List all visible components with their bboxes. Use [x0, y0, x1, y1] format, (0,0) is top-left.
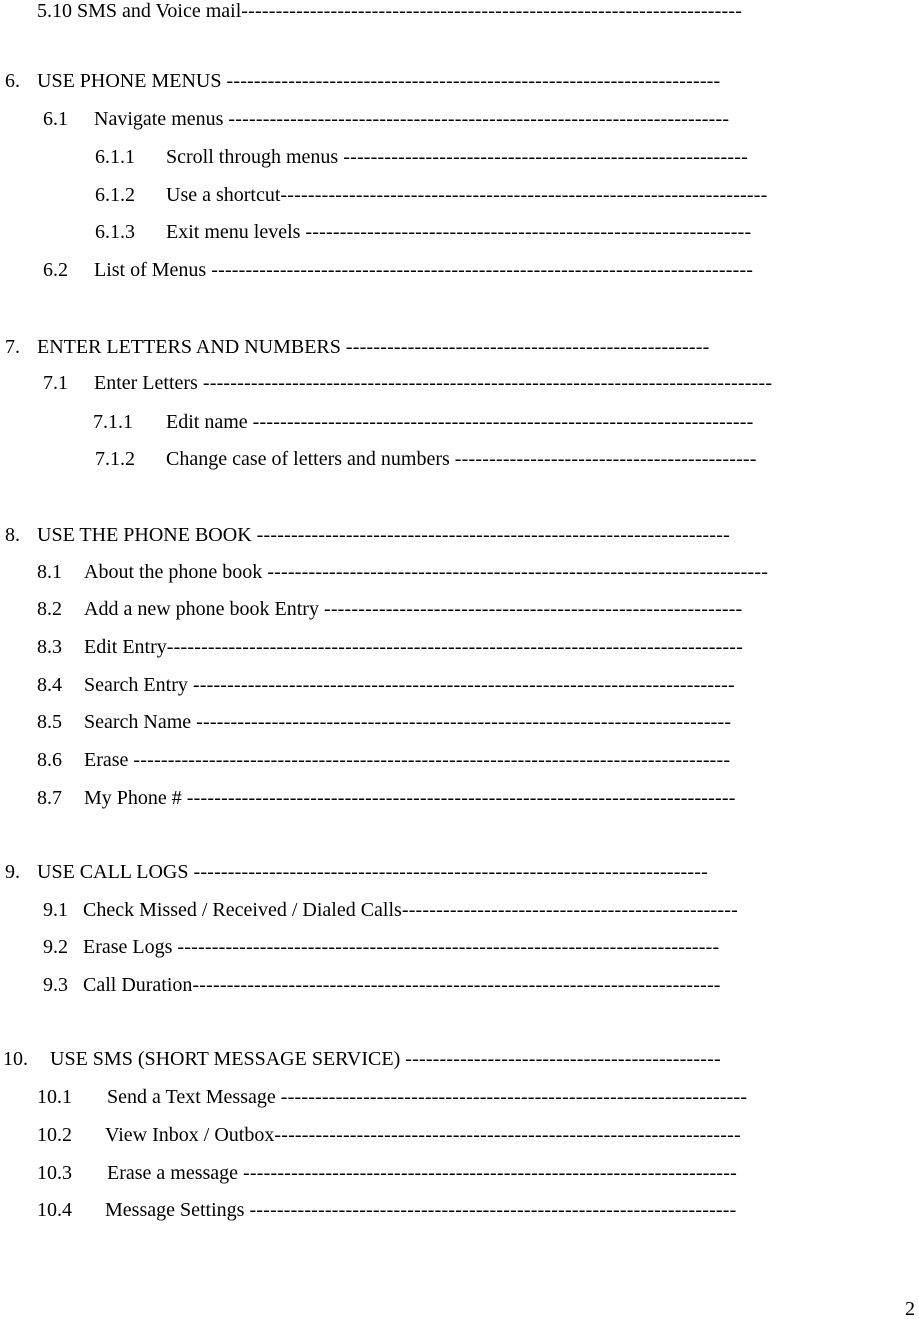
- toc-entry-number: 6.1.2: [95, 184, 135, 206]
- toc-entry: [0, 445, 919, 473]
- toc-leader: -----------------------------------------------------------------------: [280, 184, 768, 206]
- toc-entry: [0, 633, 919, 661]
- toc-leader: ------------------------------------------------------------------------: [243, 1162, 737, 1184]
- toc-leader: -------------------------------------------------: [401, 899, 738, 921]
- toc-entry-number: 10.4: [37, 1199, 72, 1221]
- toc-leader: -----------------------------------------------------------------------: [249, 1199, 737, 1221]
- toc-entry-number: 8.5: [37, 711, 62, 733]
- toc-leader: -------------------------------------------------------------------------: [267, 561, 769, 583]
- toc-entry-title: Erase ---------------------------------------------------------------------------------------: [84, 749, 731, 771]
- toc-entry-title: View Inbox / Outbox--------------------------------------------------------------------: [105, 1124, 741, 1146]
- toc-entry-number: 10.1: [37, 1086, 72, 1108]
- toc-entry-title: Edit Entry------------------------------------------------------------------------------------: [84, 636, 744, 658]
- toc-entry-number: 6.2: [43, 259, 68, 281]
- toc-entry-title: Change case of letters and numbers --------------------------------------------: [166, 448, 757, 470]
- toc-entry: [0, 181, 919, 209]
- toc-entry-title: USE PHONE MENUS ------------------------------------------------------------------------: [37, 70, 721, 92]
- toc-entry-title: Send a Text Message --------------------------------------------------------------------: [107, 1086, 748, 1108]
- toc-entry-number: 10.3: [37, 1162, 72, 1184]
- toc-leader: -----------------------------------------------------------: [343, 146, 748, 168]
- toc-entry-title: Navigate menus -------------------------------------------------------------------------: [94, 108, 730, 130]
- toc-entry-title: Search Name ------------------------------------------------------------------------------: [84, 711, 732, 733]
- toc-entry-title: Check Missed / Received / Dialed Calls-------------------------------------------------: [83, 899, 738, 921]
- toc-entry-title: Use a shortcut-----------------------------------------------------------------------: [166, 184, 768, 206]
- toc-entry: [0, 1159, 919, 1187]
- toc-entry-title: Scroll through menus -----------------------------------------------------------: [166, 146, 748, 168]
- toc-leader: -----------------------------------------------------------------------------------: [202, 372, 773, 394]
- toc-leader: ---------------------------------------------------------------------------: [193, 861, 708, 883]
- toc-entry-title: Exit menu levels -----------------------------------------------------------------: [166, 221, 752, 243]
- toc-leader: ---------------------------------------------------------------------------------------: [133, 749, 731, 771]
- toc-leader: -------------------------------------------------------------------------------: [177, 936, 720, 958]
- toc-entry: [0, 67, 919, 95]
- toc-entry-title: Erase Logs -------------------------------------------------------------------------------: [83, 936, 720, 958]
- toc-entry-title: List of Menus -------------------------------------------------------------------------------: [94, 259, 754, 281]
- toc-entry-title: Erase a message ------------------------------------------------------------------------: [107, 1162, 737, 1184]
- toc-entry-number: 8.4: [37, 674, 62, 696]
- toc-leader: -------------------------------------------------------------------------: [252, 411, 754, 433]
- toc-entry: [0, 746, 919, 774]
- toc-entry: [0, 1196, 919, 1224]
- toc-entry-number: 6.: [5, 70, 20, 92]
- toc-entry: [0, 858, 919, 886]
- toc-entry-number: 8.3: [37, 636, 62, 658]
- toc-entry-number: 10.2: [37, 1124, 72, 1146]
- toc-entry: [0, 784, 919, 812]
- toc-entry-number: 9.2: [43, 936, 68, 958]
- toc-entry-number: 8.: [5, 524, 20, 546]
- toc-entry: [0, 369, 919, 397]
- toc-leader: -------------------------------------------------------------: [323, 598, 743, 620]
- toc-entry: [0, 933, 919, 961]
- toc-entry-number: 8.7: [37, 787, 62, 809]
- toc-entry-number: 7.: [5, 336, 20, 358]
- toc-leader: ----------------------------------------------: [405, 1048, 721, 1070]
- toc-entry-title: USE CALL LOGS ---------------------------------------------------------------------------: [37, 861, 708, 883]
- toc-entry-number: 6.1.3: [95, 221, 135, 243]
- toc-entry-title: ENTER LETTERS AND NUMBERS -----------------------------------------------------: [37, 336, 710, 358]
- toc-entry-title: USE THE PHONE BOOK ---------------------------------------------------------------------: [37, 524, 730, 546]
- toc-entry: [0, 558, 919, 586]
- toc-entry: [0, 218, 919, 246]
- toc-entry-number: 8.1: [37, 561, 62, 583]
- toc-entry-title: Edit name -------------------------------------------------------------------------: [166, 411, 754, 433]
- toc-entry: [0, 1121, 919, 1149]
- toc-entry: [0, 256, 919, 284]
- toc-leader: -----------------------------------------------------: [345, 336, 710, 358]
- toc-entry-title: Add a new phone book Entry -------------------------------------------------------------: [84, 598, 743, 620]
- toc-leader: ------------------------------------------------------------------------------------: [166, 636, 744, 658]
- toc-leader: ---------------------------------------------------------------------: [256, 524, 730, 546]
- toc-entry: [0, 896, 919, 924]
- toc-entry-title: Message Settings -----------------------------------------------------------------------: [105, 1199, 737, 1221]
- toc-leader: --------------------------------------------------------------------------------: [186, 787, 736, 809]
- toc-entry: [0, 143, 919, 171]
- toc-entry-number: 7.1: [43, 372, 68, 394]
- toc-entry: [0, 971, 919, 999]
- toc-entry-number: 9.3: [43, 974, 68, 996]
- toc-leader: --------------------------------------------------------------------: [274, 1124, 741, 1146]
- toc-entry-number: 7.1.2: [95, 448, 135, 470]
- toc-leader: -------------------------------------------------------------------------------: [211, 259, 754, 281]
- toc-entry: [0, 0, 919, 25]
- toc-entry-number: 10.: [3, 1048, 28, 1070]
- toc-entry-number: 9.: [5, 861, 20, 883]
- page-number: 2: [905, 1298, 915, 1320]
- toc-entry-title: 5.10 SMS and Voice mail-------------------------------------------------------------------------: [37, 0, 743, 22]
- toc-leader: --------------------------------------------: [454, 448, 757, 470]
- toc-leader: -------------------------------------------------------------------------: [241, 0, 743, 22]
- toc-entry: [0, 595, 919, 623]
- toc-leader: -------------------------------------------------------------------------: [228, 108, 730, 130]
- toc-entry-number: 6.1: [43, 108, 68, 130]
- toc-entry-number: 8.2: [37, 598, 62, 620]
- toc-entry: [0, 521, 919, 549]
- toc-leader: --------------------------------------------------------------------: [280, 1086, 748, 1108]
- toc-leader: -------------------------------------------------------------------------------: [192, 674, 735, 696]
- toc-entry-title: Search Entry -------------------------------------------------------------------------------: [84, 674, 735, 696]
- toc-entry: [0, 1083, 919, 1111]
- toc-entry-title: About the phone book -------------------------------------------------------------------------: [84, 561, 769, 583]
- toc-entry-number: 9.1: [43, 899, 68, 921]
- toc-leader: -----------------------------------------------------------------: [305, 221, 752, 243]
- toc-entry-title: USE SMS (SHORT MESSAGE SERVICE) ----------------------------------------------: [50, 1048, 721, 1070]
- toc-entry: [0, 333, 919, 361]
- toc-leader: ------------------------------------------------------------------------------: [196, 711, 732, 733]
- toc-entry-number: 6.1.1: [95, 146, 135, 168]
- toc-entry: [0, 671, 919, 699]
- toc-entry: [0, 105, 919, 133]
- toc-leader: -----------------------------------------------------------------------------: [192, 974, 721, 996]
- toc-entry-title: My Phone # --------------------------------------------------------------------------------: [84, 787, 736, 809]
- toc-entry-number: 8.6: [37, 749, 62, 771]
- toc-entry: [0, 408, 919, 436]
- toc-entry-title: Enter Letters -----------------------------------------------------------------------------------: [94, 372, 773, 394]
- toc-entry-title: Call Duration-----------------------------------------------------------------------------: [83, 974, 721, 996]
- toc-entry-number: 7.1.1: [93, 411, 133, 433]
- toc-leader: ------------------------------------------------------------------------: [226, 70, 721, 92]
- toc-entry: [0, 708, 919, 736]
- toc-entry: [0, 1045, 919, 1073]
